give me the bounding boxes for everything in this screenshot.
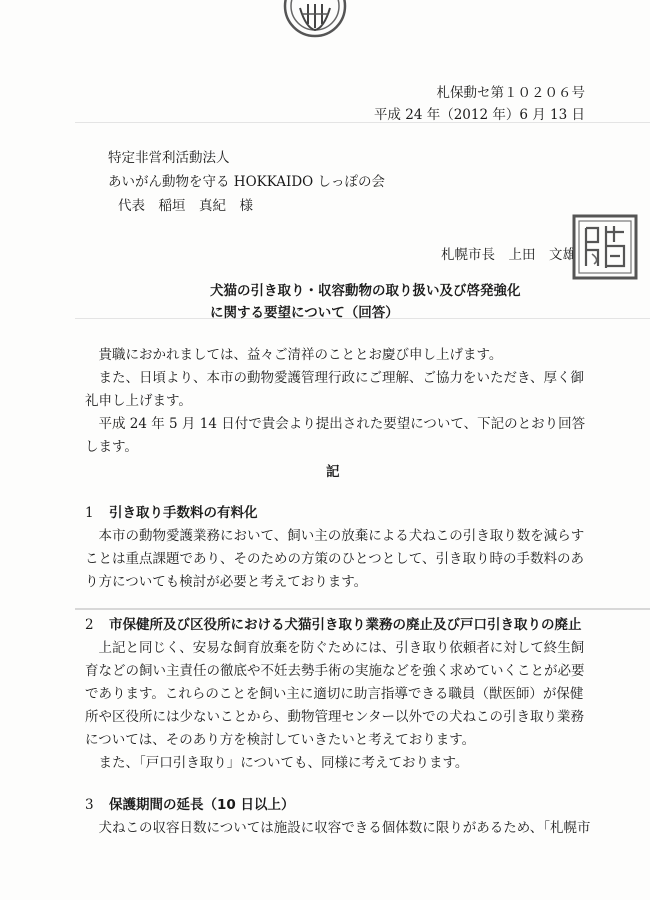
scan-artifact-line [75,608,650,610]
addressee-representative: 代表 稲垣 真紀 様 [118,198,253,214]
greeting-paragraph-3: 平成 24 年 5 月 14 日付で貴会より提出された要望について、下記のとおり回答します。 [85,416,586,455]
reference-block [374,82,585,126]
section-1-body: 本市の動物愛護業務において、飼い主の放棄による犬ねこの引き取り数を減らすことは重点課題であり、そのための方策のひとつとして、引き取り時の手数料のあり方についても検討が必要と考えております。 [85,528,585,590]
sender-name: 札幌市長 上田 文雄 [441,247,576,263]
title-line-1: 犬猫の引き取り・収容動物の取り扱い及び啓発強化 [210,283,521,299]
addressee-block [108,146,385,218]
section-2-number: 2 [85,617,94,633]
greeting-paragraph-1: 貴職におかれましては、益々ご清祥のこととお慶び申し上げます。 [98,347,503,363]
section-1 [85,502,595,594]
section-2-body-2: また、「戸口引き取り」についても、同様に考えております。 [98,755,469,771]
section-2-heading [85,614,595,637]
document-date: 平成 24 年（2012 年）6 月 13 日 [373,107,585,123]
section-3-heading [85,794,595,817]
section-2 [85,614,595,775]
greeting-paragraph-2: また、日頃より、本市の動物愛護管理行政にご理解、ご協力をいただき、厚く御礼申し上げます。 [85,370,584,409]
title-line-2: に関する要望について（回答） [210,305,399,321]
top-seal-stamp [282,0,348,40]
section-3-number: 3 [85,797,94,813]
mayor-seal-stamp [570,212,640,284]
section-3 [85,794,595,840]
section-2-body-1: 上記と同じく、安易な飼育放棄を防ぐためには、引き取り依頼者に対して終生飼育などの飼い主責任の徹底や不妊去勢手術の実施などを強く求めていくことが必要であります。これらのことを飼い主に適切に助言指導できる職員（獣医師）が保健所や区役所には少ないことから、動物管理センター以外での犬ねこの引き取り業務については、そのあり方を検討していきたいと考えております。 [85,640,585,748]
greeting-block [85,344,595,459]
addressee-org-name: あいがん動物を守る HOKKAIDO しっぽの会 [108,174,386,190]
section-2-heading-text: 市保健所及び区役所における犬猫引き取り業務の廃止及び戸口引き取りの廃止 [109,617,582,633]
ki-heading: 記 [326,464,340,480]
section-3-heading-text: 保護期間の延長（10 日以上） [109,797,295,813]
document-title [210,280,521,324]
section-3-body: 犬ねこの収容日数については施設に収容できる個体数に限りがあるため、「札幌市 [98,820,591,836]
addressee-org-type: 特定非営利活動法人 [108,150,230,166]
section-1-heading-text: 引き取り手数料の有料化 [109,505,258,521]
section-1-number: 1 [85,505,94,521]
document-number: 札保動セ第１０２０６号 [436,85,585,101]
section-1-heading [85,502,595,525]
